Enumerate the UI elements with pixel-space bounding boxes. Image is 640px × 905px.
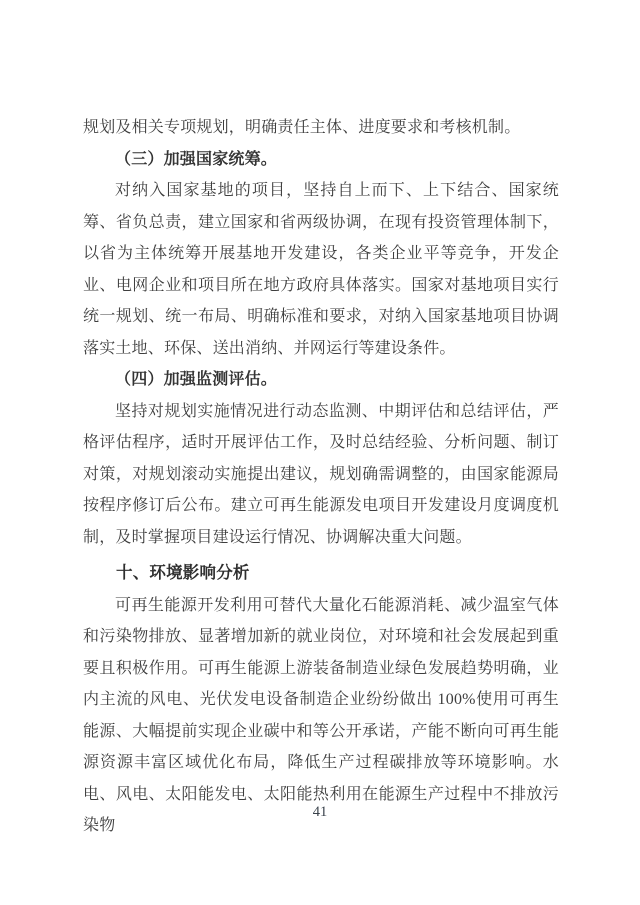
subsection-heading-4: （四）加强监测评估。: [115, 371, 278, 388]
page-number: 41: [312, 804, 328, 820]
section-heading-environmental-impact: 十、环境影响分析: [116, 564, 250, 582]
subsection-heading-3: （三）加强国家统筹。: [115, 150, 278, 168]
paragraph-environmental-impact: 可再生能源开发利用可替代大量化石能源消耗、减少温室气体和污染物排放、显著增加新的就业岗位，对环境和社会发展起到重要且积极作用。可再生能源上游装备制造业绿色发展趋势明确，业内主流的风电、光伏发电设备制造企业纷纷做出 100%使用可再生能源、大幅提前实现企业碳中和等公开承诺，产能不断向可再生能源资源丰富区域优化布局，降低生产过程碳排放等环境影响。水电、风电、太阳能发电、太阳能热利用在能源生产过程中不排放污染物: [83, 596, 559, 834]
paragraph-monitoring-evaluation: 坚持对规划实施情况进行动态监测、中期评估和总结评估，严格评估程序，适时开展评估工作，及时总结经验、分析问题、制订对策，对规划滚动实施提出建议，规划确需调整的，由国家能源局按程序修订后公布。建立可再生能源发电项目开发建设月度调度机制，及时掌握项目建设运行情况、协调解决重大问题。: [83, 402, 559, 546]
paragraph-national-bases: 对纳入国家基地的项目，坚持自上而下、上下结合、国家统筹、省负总责，建立国家和省两级协调，在现有投资管理体制下，以省为主体统筹开展基地开发建设，各类企业平等竞争，开发企业、电网企业和项目所在地方政府具体落实。国家对基地项目实行统一规划、统一布局、明确标准和要求，对纳入国家基地项目协调落实土地、环保、送出消纳、并网运行等建设条件。: [83, 182, 559, 357]
paragraph-continuation: 规划及相关专项规划，明确责任主体、进度要求和考核机制。: [83, 119, 521, 136]
